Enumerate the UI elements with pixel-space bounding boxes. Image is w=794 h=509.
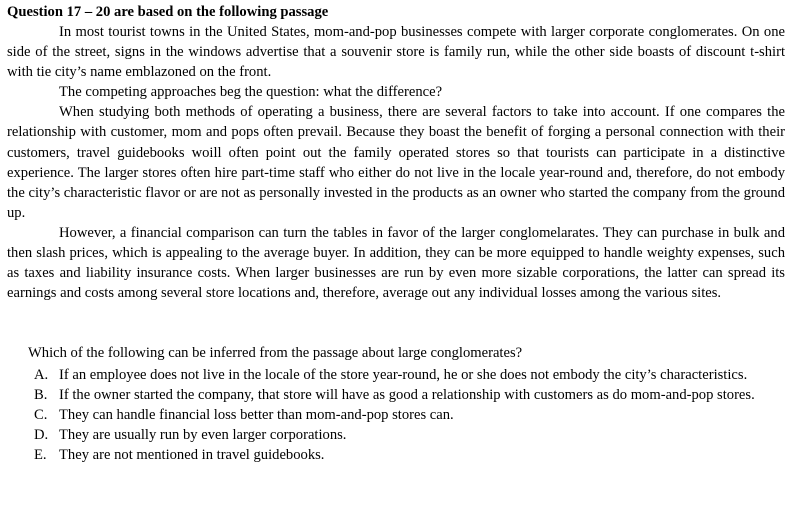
answer-choices [34, 365, 778, 465]
choice-e[interactable] [34, 445, 778, 465]
question-prompt: Which of the following can be inferred from the passage about large conglomerates? [28, 345, 523, 361]
choice-a[interactable] [34, 365, 778, 385]
choice-text: They can handle financial loss better than mom-and-pop stores can. [59, 407, 454, 423]
passage-paragraph-1: In most tourist towns in the United States, mom-and-pop businesses compete with larger corporate conglomerates. On one side of the street, signs in the windows advertise that a souvenir store is family run, while the other side boasts of discount t-shirt with tie city’s name emblazoned on the front. [7, 24, 785, 81]
choice-letter: B. [34, 387, 48, 403]
choice-d[interactable] [34, 425, 778, 445]
choice-text: They are usually run by even larger corporations. [59, 427, 347, 443]
passage-paragraph-4: However, a financial comparison can turn the tables in favor of the larger conglomelarates. They can purchase in bulk and then slash prices, which is appealing to the average buyer. In addition, they can be more equipped to handle weighty expenses, such as taxes and liability insurance costs. When larger businesses are run by even more sizable corporations, the latter can spread its earnings and costs among several store locations and, therefore, average out any individual losses among the various sites. [7, 224, 785, 302]
choice-text: If an employee does not live in the locale of the store year-round, he or she does not embody the city’s characteristics. [59, 367, 748, 383]
passage-paragraph-3: When studying both methods of operating a business, there are several factors to take into account. If one compares the relationship with customer, mom and pops often prevail. Because they boast the benefit of forging a personal connection with their customers, travel guidebooks woill often point out the family operated stores so that tourists can participate in a distinctive experience. The larger stores often hire part-time staff who either do not live in the locale year-round and, therefore, do not embody the city’s characteristic flavor or are not as personally invested in the products as an owner who started the company from the ground up. [7, 104, 785, 221]
choice-text: They are not mentioned in travel guidebooks. [59, 447, 325, 463]
passage-heading: Question 17 – 20 are based on the following passage [7, 4, 329, 20]
choice-text: If the owner started the company, that store will have as good a relationship with customers as do mom-and-pop stores. [59, 387, 755, 403]
choice-letter: E. [34, 447, 47, 463]
passage-paragraph-2: The competing approaches beg the question: what the difference? [59, 84, 443, 101]
choice-letter: C. [34, 407, 48, 423]
choice-c[interactable] [34, 405, 778, 425]
choice-letter: D. [34, 427, 49, 443]
passage-container [7, 2, 785, 303]
choice-b[interactable] [34, 385, 778, 405]
choice-letter: A. [34, 367, 49, 383]
